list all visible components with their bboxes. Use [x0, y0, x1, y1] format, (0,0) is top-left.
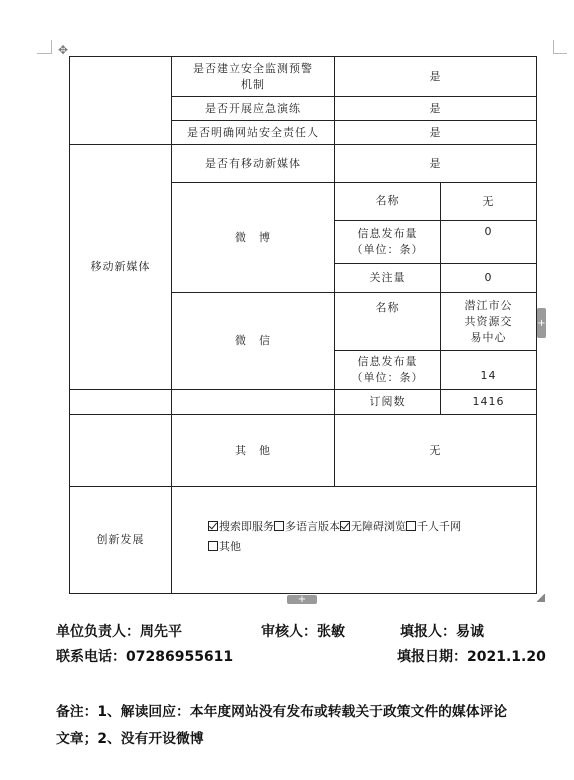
note-line-2: 文章；2、没有开设微博 [56, 731, 204, 747]
monitor-label: 是否建立安全监测预警 机制 [193, 61, 313, 91]
wechat-posts-value: 14 [480, 369, 497, 382]
filler: 填报人：易诚 [400, 624, 484, 640]
page-corner-mark [37, 53, 51, 54]
innovation-line-2 [208, 537, 528, 557]
weibo-follow-label: 关注量 [369, 271, 406, 284]
drill-value: 是 [429, 101, 442, 115]
add-row-handle-icon[interactable]: + [287, 595, 317, 604]
checkbox-icon[interactable] [208, 521, 218, 531]
innovation-label: 创新发展 [96, 533, 145, 546]
phone: 联系电话：07286955611 [56, 649, 234, 665]
weibo-name-value: 无 [482, 194, 495, 208]
innovation-option-other[interactable]: 其他 [208, 540, 241, 553]
weibo-label: 微 博 [235, 230, 271, 244]
wechat-name-label: 名称 [375, 301, 400, 314]
has-mobile-value: 是 [429, 156, 442, 170]
weibo-follow-value: 0 [484, 271, 493, 284]
mobile-section-label: 移动新媒体 [90, 260, 151, 273]
page-corner-mark [51, 40, 52, 54]
responsible-value: 是 [429, 125, 442, 139]
page-corner-mark [553, 53, 567, 54]
monitor-value: 是 [429, 69, 442, 83]
innovation-line-1 [208, 517, 528, 537]
checkbox-icon[interactable] [274, 521, 284, 531]
innovation-option-accessible[interactable]: 无障碍浏览 [340, 520, 406, 533]
innovation-option-multilang[interactable]: 多语言版本 [274, 520, 340, 533]
report-date: 填报日期：2021.1.20 [397, 649, 546, 665]
innovation-option-search[interactable]: 搜索即服务 [208, 520, 274, 533]
other-value: 无 [429, 443, 442, 457]
table-move-handle-icon[interactable]: ✥ [58, 43, 69, 57]
wechat-subs-label: 订阅数 [369, 395, 406, 408]
weibo-name-label: 名称 [375, 194, 400, 207]
has-mobile-label: 是否有移动新媒体 [205, 156, 301, 170]
add-column-handle-icon[interactable]: + [537, 308, 546, 338]
table-resize-handle-icon[interactable] [537, 594, 545, 602]
innovation-option-personalized[interactable]: 千人千网 [406, 520, 461, 533]
note-line-1: 备注：1、解读回应：本年度网站没有发布或转载关于政策文件的媒体评论 [56, 704, 508, 720]
other-label: 其 他 [235, 443, 271, 457]
wechat-name-value: 潜江市公 共资源交 易中心 [464, 298, 513, 344]
responsible-label: 是否明确网站安全责任人 [187, 125, 319, 139]
checkbox-icon[interactable] [208, 541, 218, 551]
reviewer: 审核人：张敏 [261, 624, 345, 640]
wechat-label: 微 信 [235, 334, 271, 347]
innovation-options [208, 517, 528, 557]
checkbox-icon[interactable] [406, 521, 416, 531]
unit-head: 单位负责人：周先平 [56, 624, 182, 640]
wechat-posts-label: 信息发布量 （单位：条） [351, 355, 424, 384]
checkbox-icon[interactable] [340, 521, 350, 531]
drill-label: 是否开展应急演练 [205, 101, 301, 115]
page-corner-mark [553, 40, 554, 54]
weibo-posts-label: 信息发布量 （单位：条） [351, 227, 424, 256]
weibo-posts-value: 0 [484, 225, 493, 238]
wechat-subs-value: 1416 [472, 395, 505, 408]
